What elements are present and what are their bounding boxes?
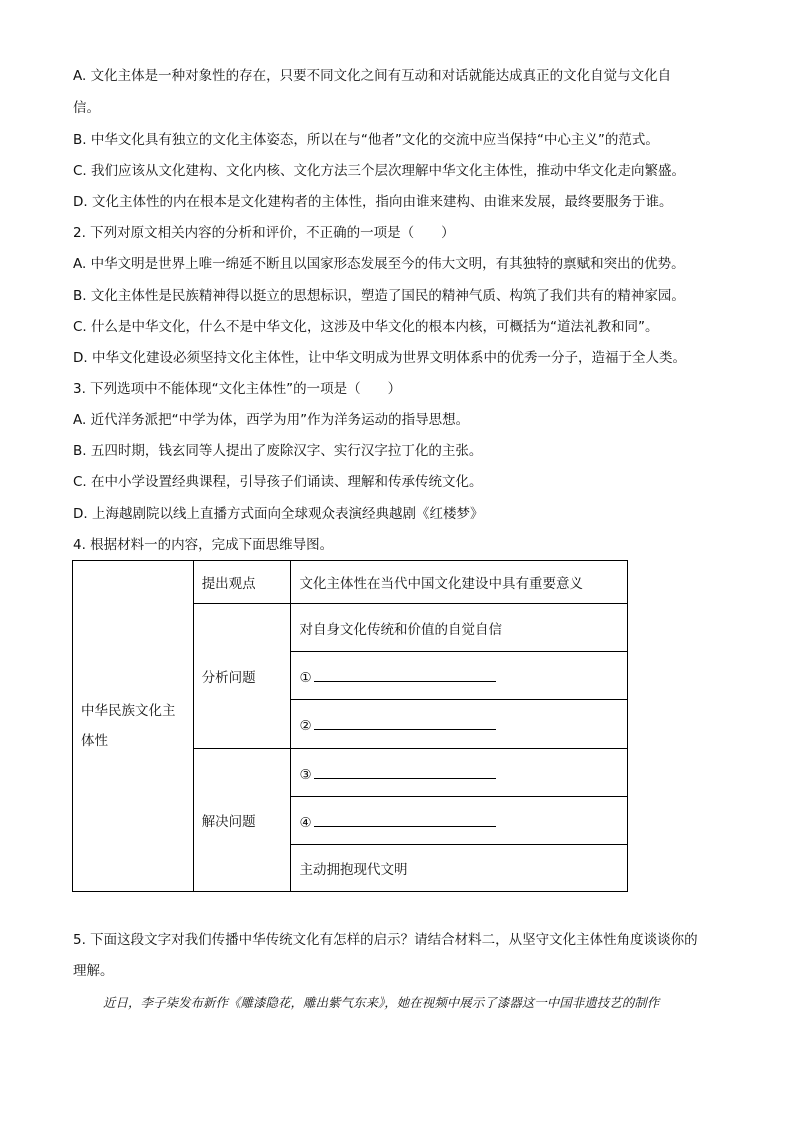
question-5-line-1: 5. 下面这段文字对我们传播中华传统文化有怎样的启示？请结合材料二，从坚守文化主体性角度谈谈你的 (73, 932, 698, 948)
analyze-label: 分析问题 (193, 604, 291, 749)
blank-1-line[interactable] (314, 666, 496, 682)
question-4: 4. 根据材料一的内容，完成下面思维导图。 (73, 537, 334, 553)
blank-1-marker: ① (299, 669, 312, 686)
q2-option-b: B. 文化主体性是民族精神得以挺立的思想标识，塑造了国民的精神气质、构筑了我们共有的精神家园。 (73, 288, 685, 304)
q3-option-a: A. 近代洋务派把“中学为体，西学为用”作为洋务运动的指导思想。 (73, 412, 470, 428)
q3-option-c: C. 在中小学设置经典课程，引导孩子们诵读、理解和传承传统文化。 (73, 474, 483, 490)
option-c: C. 我们应该从文化建构、文化内核、文化方法三个层次理解中华文化主体性，推动中华文化走向繁盛。 (73, 163, 686, 179)
option-b: B. 中华文化具有独立的文化主体姿态，所以在与“他者”文化的交流中应当保持“中心主义”的范式。 (73, 132, 659, 148)
blank-2-cell[interactable] (291, 700, 628, 749)
q3-option-d: D. 上海越剧院以线上直播方式面向全球观众表演经典越剧《红楼梦》 (73, 506, 484, 522)
q2-option-a: A. 中华文明是世界上唯一绵延不断且以国家形态发展至今的伟大文明，有其独特的禀赋和突出的优势。 (73, 256, 685, 272)
excerpt-text: 近日，李子柒发布新作《雕漆隐花，雕出紫气东来》，她在视频中展示了漆器这一中国非遗技艺的制作 (103, 995, 660, 1010)
propose-text: 文化主体性在当代中国文化建设中具有重要意义 (291, 561, 628, 604)
blank-3-marker: ③ (299, 766, 312, 783)
question-2: 2. 下列对原文相关内容的分析和评价，不正确的一项是（ ） (73, 225, 455, 241)
q2-option-d: D. 中华文化建设必须坚持文化主体性，让中华文明成为世界文明体系中的优秀一分子，造福于全人类。 (73, 350, 686, 366)
question-5-line-2: 理解。 (73, 963, 114, 979)
blank-3-line[interactable] (314, 763, 496, 779)
option-a-line-2: 信。 (73, 100, 100, 116)
mind-map-root: 中华民族文化主体性 (73, 561, 194, 892)
option-a-line-1: A. 文化主体是一种对象性的存在，只要不同文化之间有互动和对话就能达成真正的文化自觉与文化自 (73, 68, 672, 84)
solve-item-3: 主动拥抱现代文明 (291, 845, 628, 892)
blank-3-cell[interactable] (291, 749, 628, 797)
blank-4-marker: ④ (299, 814, 312, 831)
q3-option-b: B. 五四时期，钱玄同等人提出了废除汉字、实行汉字拉丁化的主张。 (73, 443, 483, 459)
solve-label: 解决问题 (193, 749, 291, 892)
option-d: D. 文化主体性的内在根本是文化建构者的主体性，指向由谁来建构、由谁来发展，最终要服务于谁。 (73, 194, 673, 210)
question-3: 3. 下列选项中不能体现“文化主体性”的一项是（ ） (73, 381, 402, 397)
analyze-item-1: 对自身文化传统和价值的自觉自信 (291, 604, 628, 652)
q2-option-c: C. 什么是中华文化，什么不是中华文化，这涉及中华文化的根本内核，可概括为“道法礼教和同”。 (73, 319, 659, 335)
mind-map-table (72, 560, 628, 892)
blank-4-cell[interactable] (291, 797, 628, 845)
blank-4-line[interactable] (314, 811, 496, 827)
blank-2-line[interactable] (314, 714, 496, 730)
blank-1-cell[interactable] (291, 652, 628, 700)
blank-2-marker: ② (299, 718, 312, 734)
propose-label: 提出观点 (193, 561, 291, 604)
